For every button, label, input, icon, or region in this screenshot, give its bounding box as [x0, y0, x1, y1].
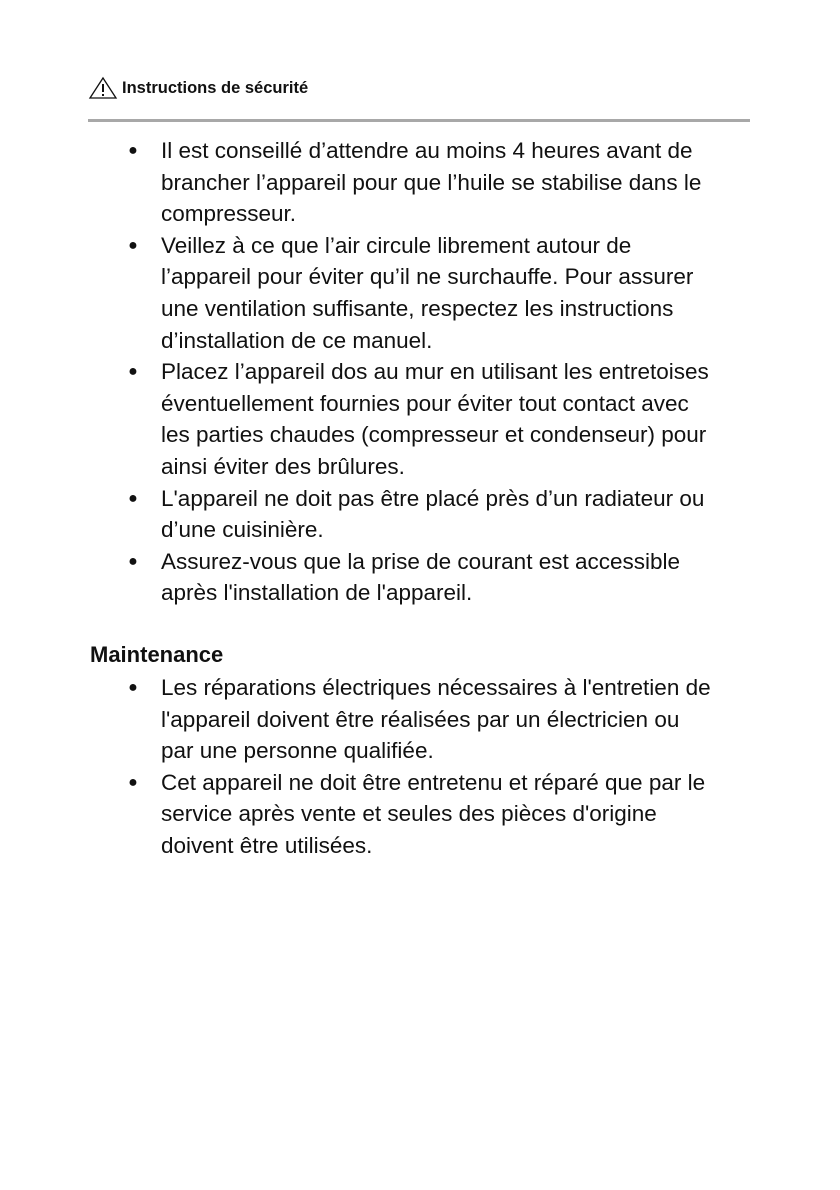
bullet-icon: ● [128, 142, 138, 159]
list-item-line: Assurez-vous que la prise de courant est accessible [161, 548, 681, 574]
bullet-icon: ● [128, 679, 138, 696]
section-title: Instructions de sécurité [122, 78, 309, 97]
bullet-icon: ● [128, 363, 138, 381]
list-item-line: compresseur. [161, 201, 297, 227]
list-item-line: brancher l’appareil pour que l’huile se stabilise dans le [161, 169, 702, 195]
list-item-line: d’une cuisinière. [161, 517, 324, 543]
list-item [0, 230, 840, 356]
list-item-line: Placez l’appareil dos au mur en utilisant les entretoises [161, 359, 709, 385]
safety-list-container [0, 135, 840, 609]
list-item [0, 356, 840, 482]
bullet-icon: ● [128, 773, 138, 791]
list-item [0, 767, 840, 862]
list-item-line: Il est conseillé d’attendre au moins 4 heures avant de [161, 138, 693, 163]
list-item-line: Les réparations électriques nécessaires à l'entretien de [161, 675, 711, 700]
list-item-line: service après vente et seules des pièces d'origine [161, 801, 657, 827]
list-item-line: L'appareil ne doit pas être placé près d’un radiateur ou [161, 485, 705, 511]
list-item-line: doivent être utilisées. [161, 832, 373, 858]
list-item [0, 546, 840, 609]
list-item-line: après l'installation de l'appareil. [161, 580, 473, 606]
section-header [88, 76, 308, 100]
list-item-line: d’installation de ce manuel. [161, 327, 433, 353]
list-item-line: éventuellement fournies pour éviter tout contact avec [161, 390, 689, 416]
header-divider [88, 119, 750, 122]
list-item [0, 135, 840, 230]
maintenance-heading: Maintenance [90, 642, 224, 667]
list-item [0, 483, 840, 546]
list-item-line: par une personne qualifiée. [161, 738, 434, 764]
list-item-line: l’appareil pour éviter qu’il ne surchauffe. Pour assurer [161, 264, 694, 290]
list-item-line: les parties chaudes (compresseur et condenseur) pour [161, 422, 707, 448]
list-item [0, 672, 840, 767]
list-item-line: Veillez à ce que l’air circule librement autour de [161, 232, 632, 258]
maintenance-list [0, 672, 840, 862]
maintenance-list-container [0, 672, 840, 862]
bullet-icon: ● [128, 236, 138, 254]
list-item-line: ainsi éviter des brûlures. [161, 453, 405, 479]
list-item-line: une ventilation suffisante, respectez les instructions [161, 295, 674, 321]
bullet-icon: ● [128, 552, 138, 570]
safety-list [0, 135, 840, 609]
list-item-line: Cet appareil ne doit être entretenu et réparé que par le [161, 769, 706, 795]
bullet-icon: ● [128, 489, 138, 507]
warning-triangle-icon [88, 76, 118, 100]
list-item-line: l'appareil doivent être réalisées par un électricien ou [161, 706, 680, 732]
